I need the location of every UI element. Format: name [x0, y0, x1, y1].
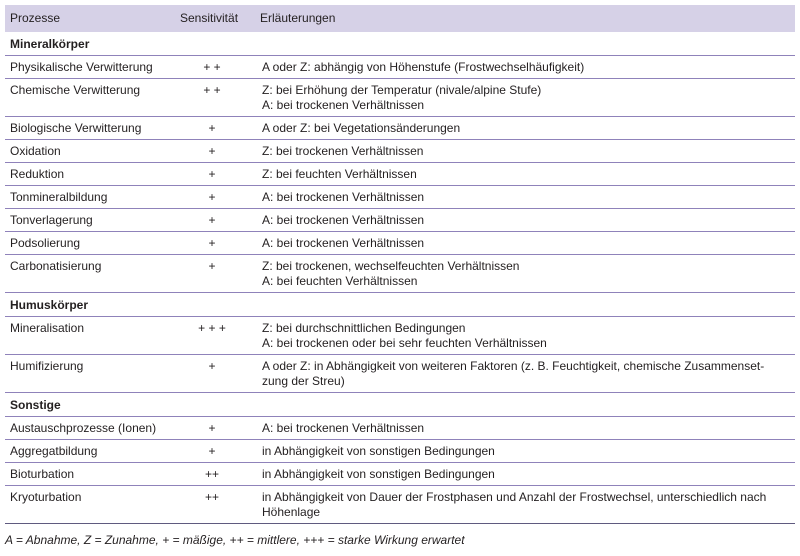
explanation-cell: [255, 79, 795, 117]
table-footnote: A = Abnahme, Z = Zunahme, + = mäßige, ++ = mittlere, +++ = starke Wirkung erwartet: [5, 533, 465, 547]
explanation-line: Z: bei trockenen, wechselfeuchten Verhältnissen: [262, 259, 520, 273]
section-heading: Mineralkörper: [5, 32, 795, 56]
explanation-line: A: bei trockenen Verhältnissen: [262, 98, 425, 112]
sensitivity-cell: + + +: [173, 317, 255, 355]
table-row: [5, 140, 795, 163]
process-cell: Reduktion: [5, 163, 173, 186]
table-row: [5, 163, 795, 186]
explanation-line: in Abhängigkeit von sonstigen Bedingungen: [262, 444, 495, 458]
process-cell: Physikalische Verwitterung: [5, 56, 173, 79]
explanation-line: A: bei feuchten Verhältnissen: [262, 274, 418, 288]
table-row: [5, 440, 795, 463]
process-cell: Humifizierung: [5, 355, 173, 393]
explanation-line: A: bei trockenen Verhältnissen: [262, 190, 425, 204]
sensitivity-cell: +: [173, 163, 255, 186]
process-cell: Biologische Verwitterung: [5, 117, 173, 140]
sensitivity-cell: +: [173, 255, 255, 293]
explanation-line: zung der Streu): [262, 374, 345, 388]
explanation-line: in Abhängigkeit von sonstigen Bedingungen: [262, 467, 495, 481]
explanation-cell: [255, 440, 795, 463]
explanation-line: Z: bei trockenen Verhältnissen: [262, 144, 424, 158]
sensitivity-cell: +: [173, 440, 255, 463]
header-row: [5, 5, 795, 32]
sensitivity-cell: + +: [173, 56, 255, 79]
sensitivity-cell: +: [173, 117, 255, 140]
explanation-cell: [255, 355, 795, 393]
section-row: [5, 393, 795, 417]
header-process: Prozesse: [5, 5, 173, 32]
process-cell: Chemische Verwitterung: [5, 79, 173, 117]
explanation-cell: [255, 209, 795, 232]
explanation-cell: [255, 317, 795, 355]
process-cell: Podsolierung: [5, 232, 173, 255]
explanation-cell: [255, 255, 795, 293]
explanation-cell: [255, 486, 795, 524]
sensitivity-cell: +: [173, 186, 255, 209]
table-row: [5, 486, 795, 524]
table-row: [5, 317, 795, 355]
explanation-cell: [255, 140, 795, 163]
process-cell: Oxidation: [5, 140, 173, 163]
table-row: [5, 186, 795, 209]
explanation-line: A: bei trockenen oder bei sehr feuchten Verhältnissen: [262, 336, 547, 350]
explanation-line: Z: bei feuchten Verhältnissen: [262, 167, 417, 181]
table-row: [5, 417, 795, 440]
sensitivity-cell: +: [173, 417, 255, 440]
explanation-cell: [255, 56, 795, 79]
process-cell: Aggregatbildung: [5, 440, 173, 463]
sensitivity-cell: +: [173, 232, 255, 255]
table-row: [5, 56, 795, 79]
explanation-line: A oder Z: in Abhängigkeit von weiteren Faktoren (z. B. Feuchtigkeit, chemische Zusammenset-: [262, 359, 765, 373]
explanation-line: Höhenlage: [262, 505, 321, 519]
sensitivity-cell: + +: [173, 79, 255, 117]
explanation-line: A oder Z: abhängig von Höhenstufe (Frostwechselhäufigkeit): [262, 60, 585, 74]
sensitivity-cell: ++: [173, 463, 255, 486]
section-row: [5, 293, 795, 317]
table-body: [5, 32, 795, 524]
sensitivity-cell: +: [173, 209, 255, 232]
sensitivity-cell: +: [173, 140, 255, 163]
explanation-line: Z: bei durchschnittlichen Bedingungen: [262, 321, 466, 335]
process-cell: Tonmineralbildung: [5, 186, 173, 209]
explanation-cell: [255, 463, 795, 486]
table-header: [5, 5, 795, 32]
table-row: [5, 117, 795, 140]
explanation-line: A: bei trockenen Verhältnissen: [262, 421, 425, 435]
explanation-cell: [255, 117, 795, 140]
section-heading: Humuskörper: [5, 293, 795, 317]
table-row: [5, 255, 795, 293]
header-sensitivity: Sensitivität: [173, 5, 255, 32]
table-row: [5, 79, 795, 117]
explanation-cell: [255, 163, 795, 186]
explanation-line: A: bei trockenen Verhältnissen: [262, 236, 425, 250]
table-row: [5, 355, 795, 393]
process-cell: Kryoturbation: [5, 486, 173, 524]
explanation-cell: [255, 186, 795, 209]
process-cell: Bioturbation: [5, 463, 173, 486]
explanation-cell: [255, 417, 795, 440]
explanation-cell: [255, 232, 795, 255]
explanation-line: Z: bei Erhöhung der Temperatur (nivale/alpine Stufe): [262, 83, 542, 97]
table-row: [5, 463, 795, 486]
soil-process-table: [5, 5, 795, 524]
process-cell: Carbonatisierung: [5, 255, 173, 293]
sensitivity-cell: +: [173, 355, 255, 393]
process-cell: Tonverlagerung: [5, 209, 173, 232]
sensitivity-cell: ++: [173, 486, 255, 524]
process-cell: Mineralisation: [5, 317, 173, 355]
explanation-line: in Abhängigkeit von Dauer der Frostphasen und Anzahl der Frostwechsel, unterschiedlich nach: [262, 490, 767, 504]
process-cell: Austauschprozesse (Ionen): [5, 417, 173, 440]
header-explanation: Erläuterungen: [255, 5, 795, 32]
explanation-line: A oder Z: bei Vegetationsänderungen: [262, 121, 461, 135]
table-row: [5, 209, 795, 232]
explanation-line: A: bei trockenen Verhältnissen: [262, 213, 425, 227]
section-row: [5, 32, 795, 56]
section-heading: Sonstige: [5, 393, 795, 417]
table-row: [5, 232, 795, 255]
